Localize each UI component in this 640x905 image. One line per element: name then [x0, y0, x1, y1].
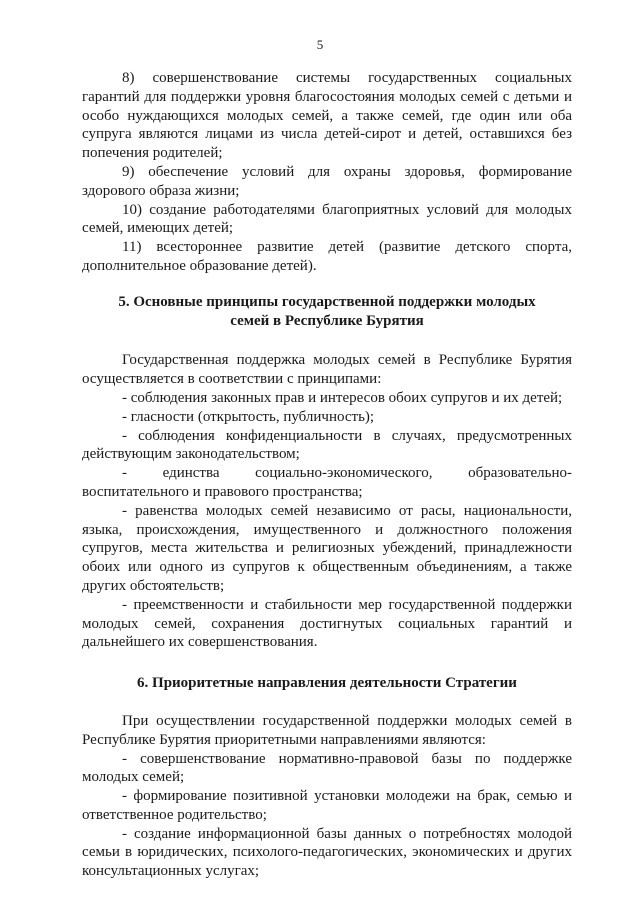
- section-6-heading: 6. Приоритетные направления деятельности Стратегии: [137, 675, 517, 692]
- principle-item: - преемственности и стабильности мер государственной поддержки молодых семей, сохранения достигнутых социальных гарантий и дальнейшего их совершенствования.: [82, 596, 572, 651]
- direction-item: - совершенствование нормативно-правовой базы по поддержке молодых семей;: [82, 750, 572, 786]
- list-item: 11) всестороннее развитие детей (развитие детского спорта, дополнительное образование детей).: [82, 239, 572, 274]
- principle-item-continuation: воспитательного и правового пространства;: [82, 483, 363, 500]
- list-item: 9) обеспечение условий для охраны здоровья, формирование здорового образа жизни;: [82, 163, 572, 199]
- principle-item: - соблюдения конфиденциальности в случаях, предусмотренных действующим законодательством;: [82, 427, 572, 463]
- page-content: [82, 69, 572, 881]
- principle-item: - равенства молодых семей независимо от расы, национальности, языка, происхождения, имущественного и должностного положения супругов, места жительства и религиозных убеждений, принадлежности обоих или одного из супругов к общественным объединениям, а также других обстоятельств;: [82, 502, 572, 594]
- unity-word: образовательно-: [468, 465, 572, 482]
- unity-word: социально-экономического,: [255, 465, 433, 482]
- principle-item: - гласности (открытость, публичность);: [122, 408, 375, 425]
- section-5-intro: Государственная поддержка молодых семей в Республике Бурятия осуществляется в соответствии с принципами:: [82, 352, 572, 388]
- section-6-intro: При осуществлении государственной поддержки молодых семей в Республике Бурятия приоритетными направлениями являются:: [82, 712, 572, 748]
- direction-item: - создание информационной базы данных о потребностях молодой семьи в юридических, психолого-педагогических, экономических и других консультационных услугах;: [82, 825, 572, 880]
- list-item: 10) создание работодателями благоприятных условий для молодых семей, имеющих детей;: [82, 201, 572, 237]
- unity-word: единства: [162, 465, 220, 482]
- unity-dash: -: [122, 465, 127, 482]
- page-number: 5: [316, 37, 324, 52]
- direction-item: - формирование позитивной установки молодежи на брак, семью и ответственное родительство;: [82, 788, 572, 823]
- list-item: 8) совершенствование системы государственных социальных гарантий для поддержки уровня благосостояния молодых семей с детьми и особо нуждающихся молодых семей, а также семей, где один или оба супруга являются лицами из числа детей-сирот и детей, оставшихся без попечения родителей;: [82, 70, 572, 162]
- principle-item-unity: [82, 464, 572, 483]
- section-5-heading: 5. Основные принципы государственной поддержки молодых семей в Республике Бурятия: [118, 293, 536, 329]
- principle-item: - соблюдения законных прав и интересов обоих супругов и их детей;: [122, 389, 563, 406]
